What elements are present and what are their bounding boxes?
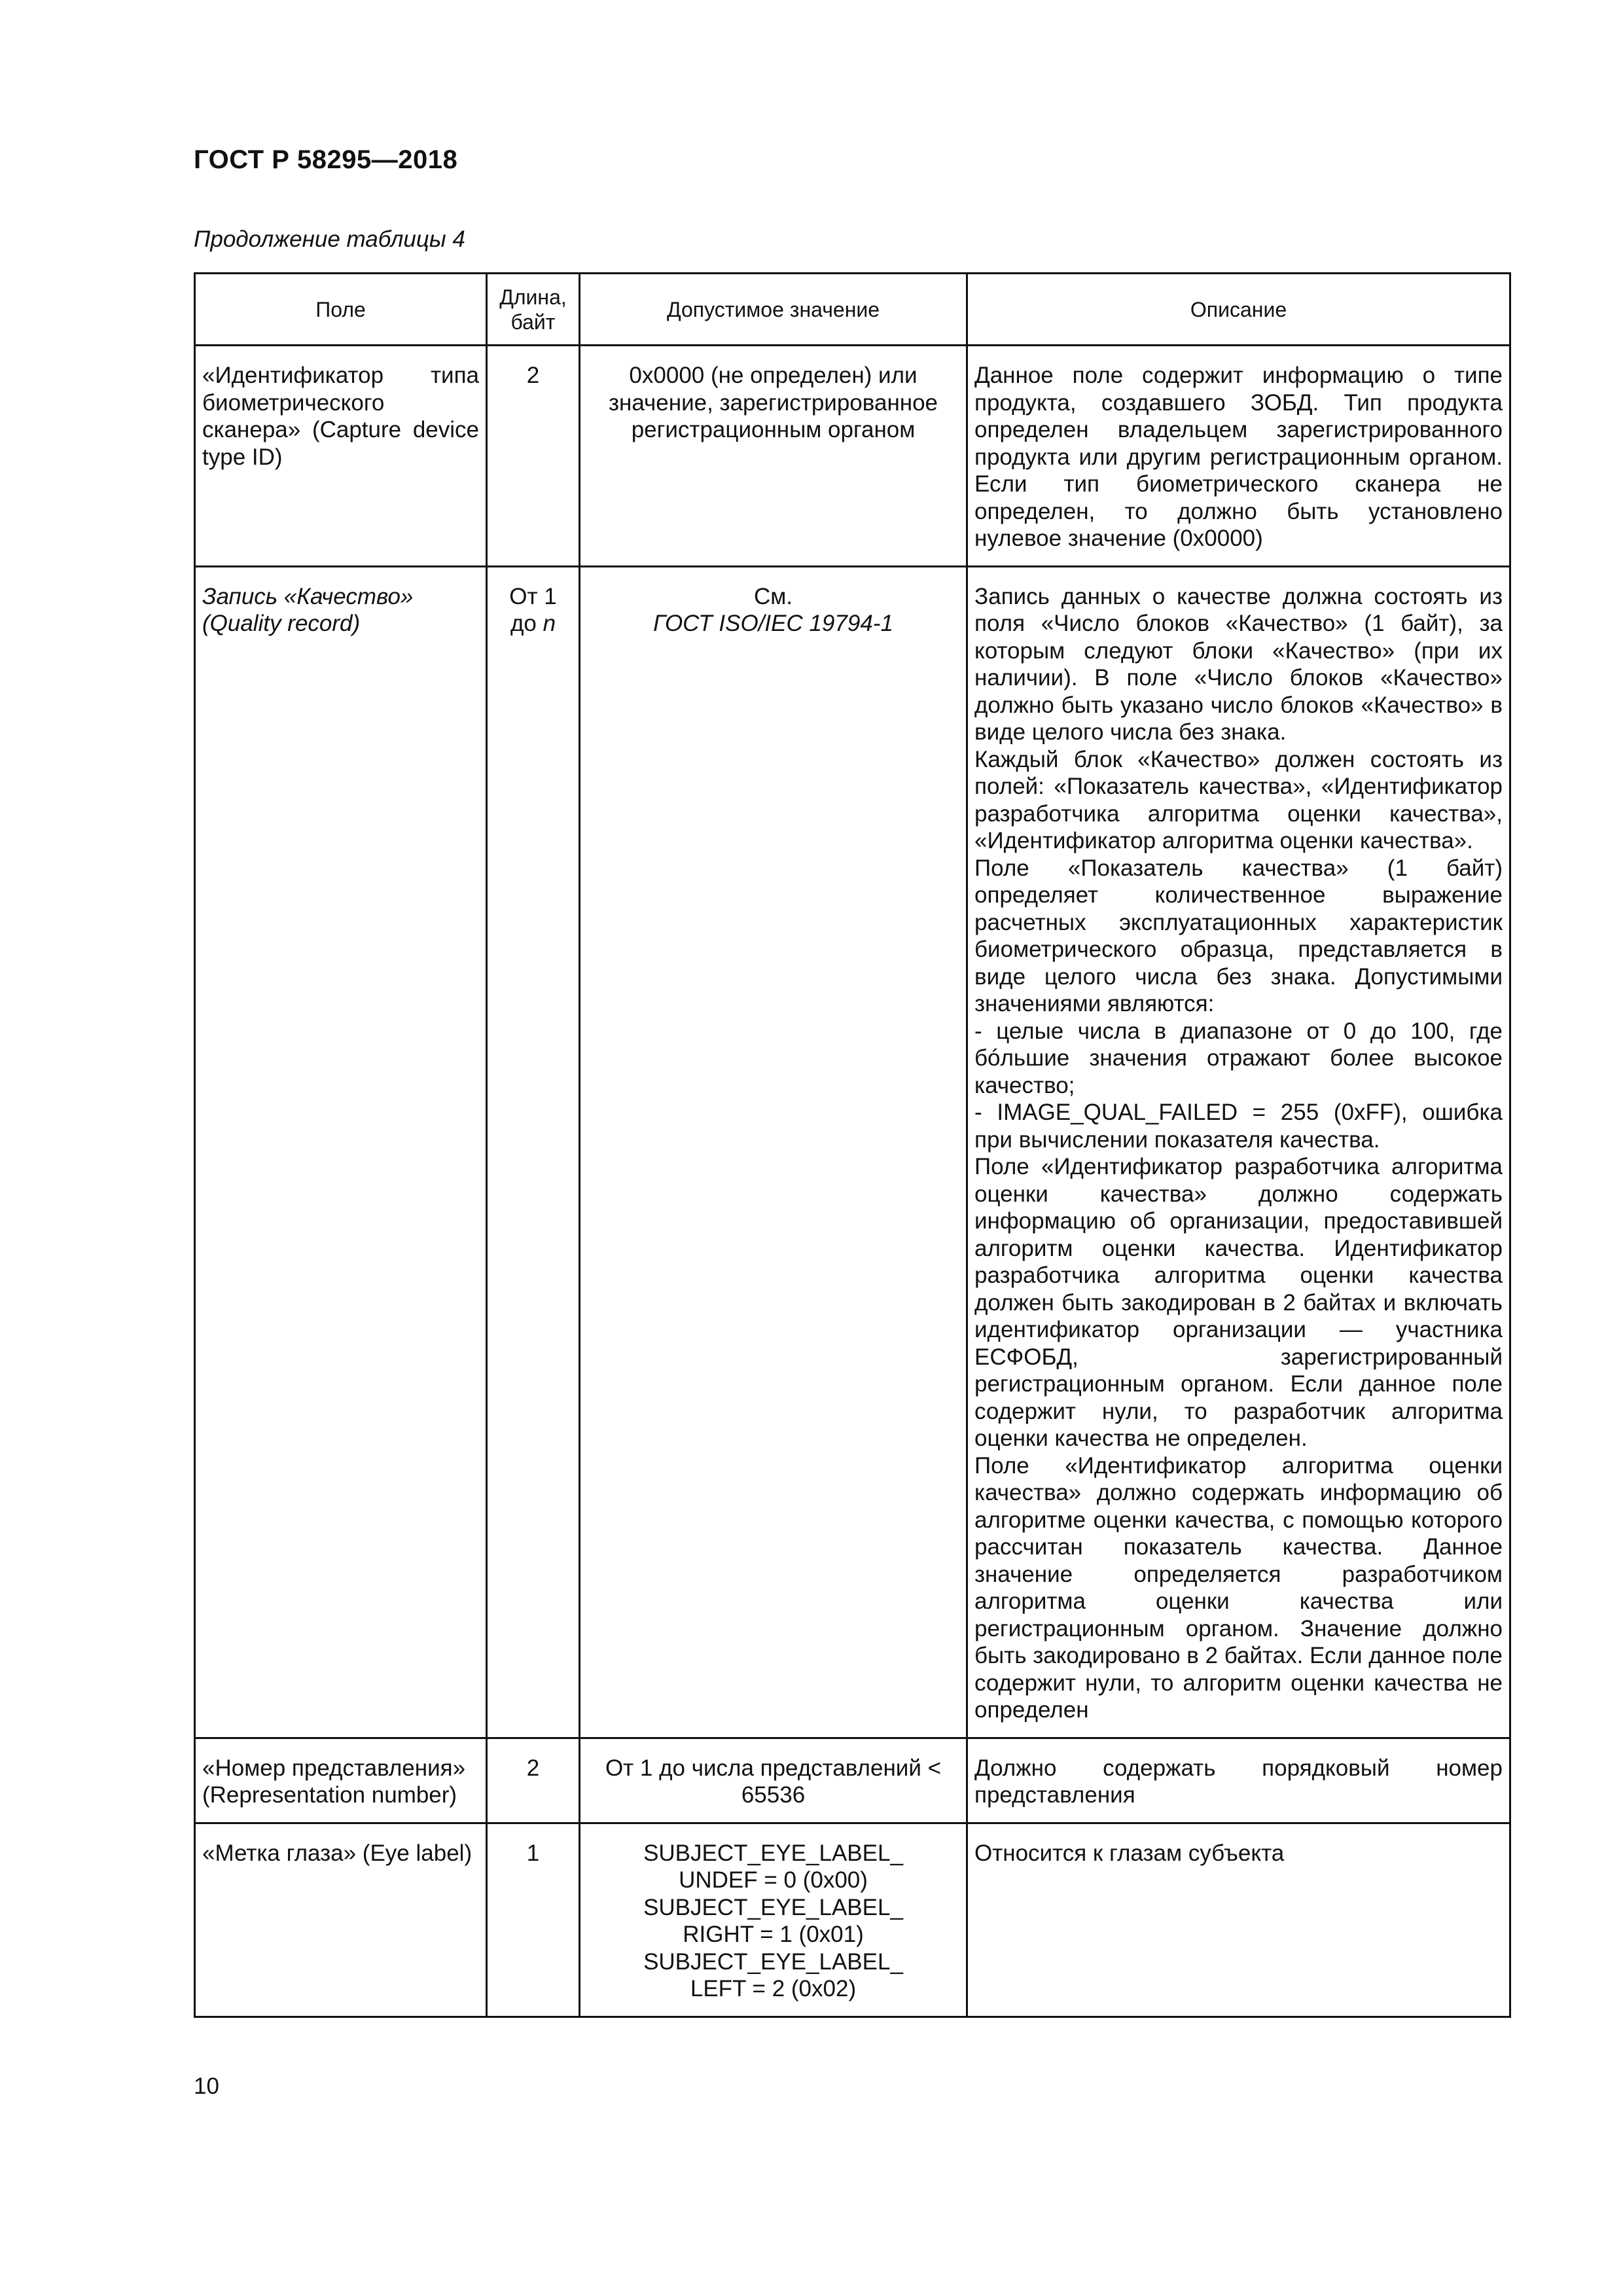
value-line: RIGHT = 1 (0x01) xyxy=(683,1922,864,1947)
cell-value: 0x0000 (не определен) или значение, зарегистрированное регистрационным органом xyxy=(580,346,967,567)
description-paragraph: Поле «Показатель качества» (1 байт) определяет количественное выражение расчетных эксплуатационных характеристик биометрического образца, представляется в виде целого числа без знака. Допустимыми значениями являются: xyxy=(974,855,1503,1016)
cell-description xyxy=(967,566,1510,1738)
description-paragraph: Должно содержать порядковый номер представления xyxy=(974,1755,1503,1808)
cell-field: «Идентификатор типа биометрического сканера» (Capture device type ID) xyxy=(195,346,487,567)
column-header-length: Длина, байт xyxy=(487,274,580,346)
value-line: SUBJECT_EYE_LABEL_ xyxy=(643,1840,903,1866)
cell-description xyxy=(967,1738,1510,1823)
cell-field: «Метка глаза» (Eye label) xyxy=(195,1823,487,2017)
cell-length: 2 xyxy=(487,1738,580,1823)
table-row xyxy=(195,1738,1510,1823)
length-variable: n xyxy=(543,611,556,636)
value-line: UNDEF = 0 (0x00) xyxy=(679,1867,868,1893)
cell-description xyxy=(967,1823,1510,2017)
column-header-description: Описание xyxy=(967,274,1510,346)
length-prefix: От 1 xyxy=(509,583,557,609)
length-mid: до xyxy=(510,611,537,636)
table-row xyxy=(195,346,1510,567)
value-standard-reference: ГОСТ ISO/IEC 19794-1 xyxy=(653,611,893,636)
cell-length: 2 xyxy=(487,346,580,567)
cell-length: 1 xyxy=(487,1823,580,2017)
cell-value xyxy=(580,1823,967,2017)
cell-field: Запись «Качество» (Quality record) xyxy=(195,566,487,1738)
value-line: SUBJECT_EYE_LABEL_ xyxy=(643,1948,903,1975)
table-header-row xyxy=(195,274,1510,346)
column-header-value: Допустимое значение xyxy=(580,274,967,346)
description-paragraph: Запись данных о качестве должна состоять из поля «Число блоков «Качество» (1 байт), за которым следуют блоки «Качество» (при их наличии). В поле «Число блоков «Качество» должно быть указано число блоков «Качество» в виде целого числа без знака. xyxy=(974,583,1503,745)
table-caption: Продолжение таблицы 4 xyxy=(194,226,465,252)
description-paragraph: - целые числа в диапазоне от 0 до 100, где бóльшие значения отражают более высокое качество; xyxy=(974,1018,1503,1098)
description-paragraph: Каждый блок «Качество» должен состоять из полей: «Показатель качества», «Идентификатор разработчика алгоритма оценки качества», «Идентификатор алгоритма оценки качества». xyxy=(974,746,1503,853)
table-row xyxy=(195,1823,1510,2017)
description-paragraph: Относится к глазам субъекта xyxy=(974,1840,1285,1866)
cell-value: От 1 до числа представлений < 65536 xyxy=(580,1738,967,1823)
description-paragraph: Данное поле содержит информацию о типе продукта, создавшего ЗОБД. Тип продукта определен владельцем зарегистрированного продукта или другим регистрационным органом. Если тип биометрического сканера не определен, то должно быть установлено нулевое значение (0x0000) xyxy=(974,363,1503,551)
page-number: 10 xyxy=(194,2073,219,2099)
description-paragraph: Поле «Идентификатор алгоритма оценки качества» должно содержать информацию об алгоритме оценки качества, с помощью которого рассчитан показатель качества. Данное значение определяется разработчиком алгоритма оценки качества или регистрационным органом. Значение должно быть закодировано в 2 байтах. Если данное поле содержит нули, то алгоритм оценки качества не определен xyxy=(974,1452,1503,1723)
value-line: SUBJECT_EYE_LABEL_ xyxy=(643,1894,903,1920)
cell-field: «Номер представления» (Representation number) xyxy=(195,1738,487,1823)
value-line: LEFT = 2 (0x02) xyxy=(690,1976,857,2001)
value-line: См. xyxy=(753,583,793,609)
cell-value xyxy=(580,566,967,1738)
specification-table xyxy=(194,272,1511,2018)
document-header: ГОСТ Р 58295—2018 xyxy=(194,145,458,174)
cell-description xyxy=(967,346,1510,567)
description-paragraph: - IMAGE_QUAL_FAILED = 255 (0xFF), ошибка при вычислении показателя качества. xyxy=(974,1100,1503,1153)
column-header-field: Поле xyxy=(195,274,487,346)
description-paragraph: Поле «Идентификатор разработчика алгоритма оценки качества» должно содержать информацию об организации, предоставившей алгоритм оценки качества. Идентификатор разработчика алгоритма оценки качества должен быть закодирован в 2 байтах и включать идентификатор организации — участника ЕСФОБД, зарегистрированный регистрационным органом. Если данное поле содержит нули, то разработчик алгоритма оценки качества не определен. xyxy=(974,1154,1503,1451)
table-row xyxy=(195,566,1510,1738)
cell-length xyxy=(487,566,580,1738)
